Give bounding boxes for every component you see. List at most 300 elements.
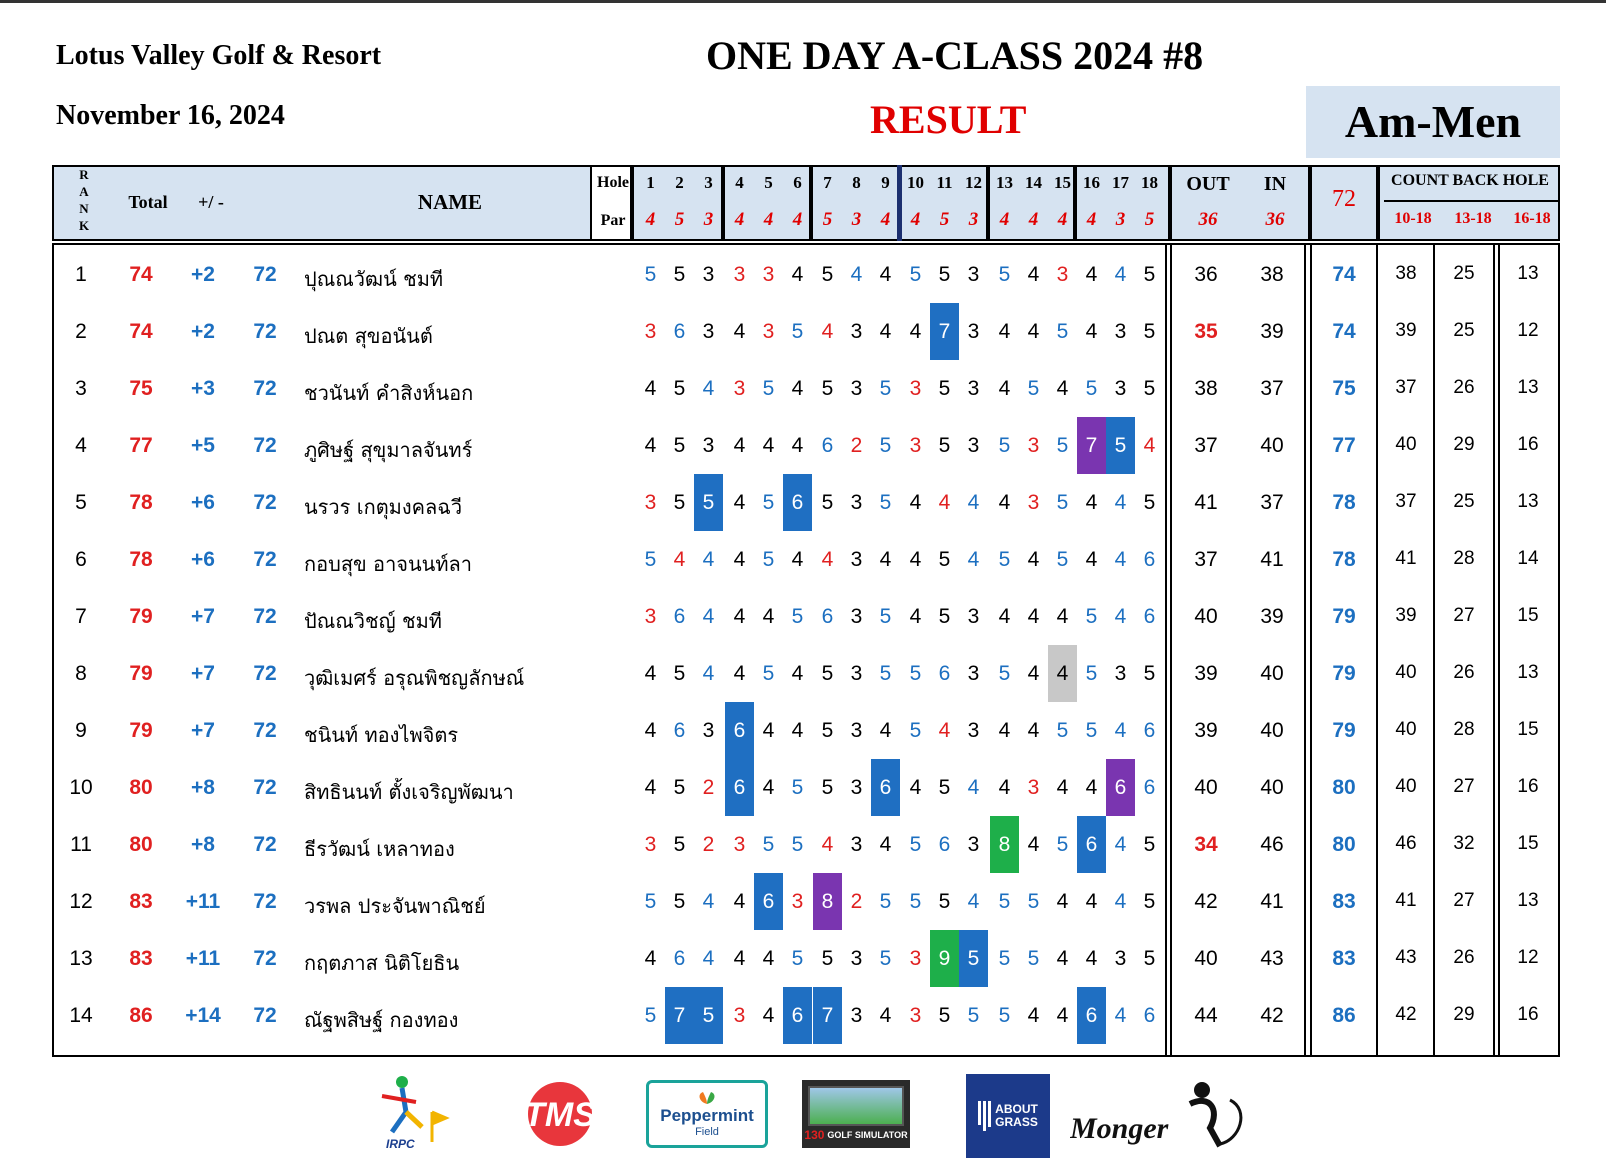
player-name: นรวร เกตุมงคลฉวี	[304, 495, 463, 519]
hole-number: 1	[646, 173, 655, 192]
hole-score: 3	[762, 263, 775, 286]
in-cell: 40	[1260, 662, 1284, 685]
hole-score: 6	[1077, 816, 1106, 873]
column-divider	[1304, 243, 1306, 1057]
monger-logo	[1070, 1080, 1250, 1152]
diff-cell: +2	[191, 320, 215, 343]
hole-score: 3	[702, 263, 715, 286]
hole-number: 8	[852, 173, 861, 192]
diff-cell: +14	[185, 1004, 221, 1027]
hole-score: 4	[1143, 434, 1156, 457]
hole-score: 5	[1027, 947, 1040, 970]
hole-score: 5	[673, 890, 686, 913]
hole-score: 5	[998, 890, 1011, 913]
par-label: Par	[600, 212, 626, 229]
hole-score: 3	[702, 719, 715, 742]
hole-score: 4	[1085, 776, 1098, 799]
hole-par: 4	[645, 209, 656, 230]
hole-number: 15	[1054, 173, 1071, 192]
hole-score: 4	[998, 719, 1011, 742]
hole-score: 6	[673, 605, 686, 628]
hole-score: 5	[879, 434, 892, 457]
out-cell: 36	[1194, 263, 1218, 286]
hole-group-divider	[986, 165, 990, 241]
hole-score: 4	[644, 776, 657, 799]
hole-score: 5	[967, 1004, 980, 1027]
hole-par: 4	[999, 209, 1010, 230]
player-name: ปุณณวัฒน์ ชมที	[304, 267, 444, 291]
hole-score: 5	[1143, 320, 1156, 343]
hole-par: 4	[734, 209, 745, 230]
hole-score: 5	[673, 491, 686, 514]
out-cell: 40	[1194, 776, 1218, 799]
hole-score: 5	[1027, 890, 1040, 913]
diff-cell: +11	[185, 890, 221, 913]
out-cell: 38	[1194, 377, 1218, 400]
hole-score: 4	[879, 263, 892, 286]
hole-score: 4	[998, 320, 1011, 343]
grass-bars-icon	[978, 1101, 991, 1131]
hole-score: 7	[930, 303, 959, 360]
par-cell: 72	[253, 719, 277, 742]
hole-score: 6	[938, 662, 951, 685]
hole-score: 3	[967, 605, 980, 628]
countback-cell: 26	[1453, 662, 1475, 683]
in-header: IN	[1263, 173, 1287, 195]
hole-score: 4	[1114, 491, 1127, 514]
hole-score: 4	[791, 263, 804, 286]
in-cell: 39	[1260, 605, 1284, 628]
diff-cell: +2	[191, 263, 215, 286]
hole-score: 5	[1056, 434, 1069, 457]
gross-cell: 78	[1332, 491, 1356, 514]
total-cell: 78	[129, 548, 153, 571]
golf-simulator-logo	[802, 1080, 910, 1148]
hole-score: 6	[673, 947, 686, 970]
hole-score: 5	[791, 776, 804, 799]
hole-score: 4	[1114, 263, 1127, 286]
tms-logo	[512, 1078, 608, 1150]
hole-score: 4	[821, 548, 834, 571]
par-cell: 72	[253, 377, 277, 400]
hole-score: 4	[1085, 890, 1098, 913]
in-cell: 37	[1260, 491, 1284, 514]
gross-cell: 79	[1332, 719, 1356, 742]
rank-cell: 7	[75, 605, 87, 628]
hole-par: 4	[792, 209, 803, 230]
countback-cell: 13	[1517, 263, 1539, 284]
countback-cell: 12	[1517, 320, 1539, 341]
rank-letter: K	[78, 218, 90, 233]
diff-cell: +11	[185, 947, 221, 970]
hole-score: 4	[909, 548, 922, 571]
hole-number: 6	[793, 173, 802, 192]
hole-score: 9	[930, 930, 959, 987]
hole-score: 4	[791, 434, 804, 457]
total-cell: 74	[129, 320, 153, 343]
hole-score: 5	[998, 548, 1011, 571]
hole-score: 5	[1056, 320, 1069, 343]
hole-score: 3	[1114, 377, 1127, 400]
hole-score: 3	[967, 434, 980, 457]
hole-score: 4	[1056, 605, 1069, 628]
countback-cell: 46	[1395, 833, 1417, 854]
hole-score: 5	[1085, 605, 1098, 628]
hole-score: 3	[909, 1004, 922, 1027]
hole-number: 4	[735, 173, 744, 192]
out-cell: 39	[1194, 719, 1218, 742]
hole-score: 5	[938, 377, 951, 400]
hole-score: 3	[1027, 776, 1040, 799]
countback-cell: 26	[1453, 377, 1475, 398]
rank-cell: 10	[69, 776, 93, 799]
hole-score: 4	[879, 320, 892, 343]
player-name: วรพล ประจันพาณิชย์	[304, 894, 486, 918]
hole-score: 6	[783, 987, 812, 1044]
in-cell: 41	[1260, 548, 1284, 571]
hole-group-divider	[809, 165, 813, 241]
column-divider	[1433, 243, 1435, 1057]
hole-score: 4	[1056, 890, 1069, 913]
hole-score: 4	[1085, 320, 1098, 343]
simulator-screen	[808, 1086, 904, 1126]
diff-cell: +7	[191, 605, 215, 628]
in-cell: 46	[1260, 833, 1284, 856]
hole-score: 4	[762, 605, 775, 628]
hole-score: 5	[879, 947, 892, 970]
countback-cell: 14	[1517, 548, 1539, 569]
hole-score: 4	[733, 548, 746, 571]
hole-score: 6	[1143, 719, 1156, 742]
par-cell: 72	[253, 320, 277, 343]
countback-cell: 13	[1517, 377, 1539, 398]
total-cell: 79	[129, 662, 153, 685]
hole-score: 4	[1048, 645, 1077, 702]
countback-cell: 25	[1453, 320, 1475, 341]
hole-number: 5	[764, 173, 773, 192]
rank-cell: 2	[75, 320, 87, 343]
in-cell: 38	[1260, 263, 1284, 286]
par-cell: 72	[253, 1004, 277, 1027]
gross-cell: 77	[1332, 434, 1356, 457]
hole-score: 4	[644, 662, 657, 685]
hole-score: 5	[1143, 947, 1156, 970]
hole-score: 5	[821, 491, 834, 514]
hole-score: 4	[1027, 263, 1040, 286]
countback-cell: 16	[1517, 1004, 1539, 1025]
hole-score: 6	[871, 759, 900, 816]
gross-cell: 74	[1332, 263, 1356, 286]
hole-score: 4	[1056, 377, 1069, 400]
hole-score: 4	[702, 605, 715, 628]
hole-score: 4	[850, 263, 863, 286]
diff-cell: +5	[191, 434, 215, 457]
hole-score: 3	[644, 605, 657, 628]
total-cell: 86	[129, 1004, 153, 1027]
hole-score: 7	[1077, 417, 1106, 474]
hole-score: 4	[821, 320, 834, 343]
hole-score: 4	[1027, 1004, 1040, 1027]
hole-score: 3	[733, 377, 746, 400]
hole-score: 4	[733, 434, 746, 457]
hole-score: 5	[1056, 833, 1069, 856]
hole-score: 5	[821, 662, 834, 685]
countback-cell: 27	[1453, 776, 1475, 797]
column-divider	[1165, 243, 1167, 1057]
name-header: NAME	[417, 190, 483, 214]
hole-score: 5	[879, 377, 892, 400]
countback-cell: 41	[1395, 548, 1417, 569]
hole-score: 5	[821, 263, 834, 286]
hole-score: 5	[1143, 890, 1156, 913]
hole-score: 4	[733, 491, 746, 514]
leaf-icon	[695, 1090, 719, 1106]
hole-par: 3	[1115, 209, 1126, 230]
hole-score: 5	[1056, 491, 1069, 514]
hole-score: 5	[879, 662, 892, 685]
hole-score: 6	[673, 719, 686, 742]
hole-score: 5	[1143, 491, 1156, 514]
monger-text: Monger	[1070, 1112, 1169, 1145]
hole-group-divider	[721, 165, 725, 241]
par-cell: 72	[253, 776, 277, 799]
countback-cell: 13	[1517, 890, 1539, 911]
about-grass-logo	[966, 1074, 1050, 1158]
hole-score: 2	[702, 776, 715, 799]
event-date: November 16, 2024	[56, 100, 285, 131]
hole-score: 5	[879, 890, 892, 913]
hole-score: 4	[1027, 833, 1040, 856]
hole-score: 5	[644, 263, 657, 286]
hole-score: 5	[1106, 417, 1135, 474]
hole-score: 7	[665, 987, 694, 1044]
total-cell: 74	[129, 263, 153, 286]
hole-score: 3	[909, 947, 922, 970]
hole-par: 3	[968, 209, 979, 230]
hole-score: 4	[998, 605, 1011, 628]
column-divider	[1170, 243, 1172, 1057]
rank-letter: A	[79, 184, 89, 199]
hole-score: 6	[821, 434, 834, 457]
hole-score: 3	[733, 263, 746, 286]
hole-score: 4	[702, 377, 715, 400]
hole-number: 16	[1083, 173, 1100, 192]
hole-par: 5	[939, 209, 950, 230]
hole-score: 5	[938, 263, 951, 286]
hole-score: 5	[998, 1004, 1011, 1027]
hole-score: 4	[673, 548, 686, 571]
hole-score: 5	[1056, 548, 1069, 571]
hole-number: 2	[675, 173, 684, 192]
hole-score: 5	[821, 947, 834, 970]
hole-score: 5	[791, 605, 804, 628]
diff-cell: +6	[191, 548, 215, 571]
hole-score: 5	[694, 987, 723, 1044]
hole-score: 3	[850, 662, 863, 685]
hole-score: 4	[733, 662, 746, 685]
hole-score: 5	[998, 947, 1011, 970]
countback-cell: 40	[1395, 434, 1417, 455]
player-name: กฤตภาส นิติโยธิน	[304, 951, 460, 975]
hole-score: 4	[1085, 491, 1098, 514]
diff-cell: +7	[191, 662, 215, 685]
hole-score: 4	[791, 548, 804, 571]
hole-score: 4	[1056, 947, 1069, 970]
hole-score: 4	[998, 491, 1011, 514]
hole-score: 3	[644, 833, 657, 856]
gross-cell: 86	[1332, 1004, 1356, 1027]
hole-score: 4	[1114, 719, 1127, 742]
par-cell: 72	[253, 491, 277, 514]
hole-score: 4	[644, 377, 657, 400]
countback-cell: 12	[1517, 947, 1539, 968]
hole-score: 3	[850, 491, 863, 514]
hole-score: 6	[1143, 776, 1156, 799]
in-cell: 39	[1260, 320, 1284, 343]
countback-cell: 25	[1453, 263, 1475, 284]
countback-cell: 25	[1453, 491, 1475, 512]
hole-score: 4	[702, 548, 715, 571]
countback-cell: 43	[1395, 947, 1417, 968]
hole-score: 6	[1143, 605, 1156, 628]
countback-cell: 41	[1395, 890, 1417, 911]
hole-score: 5	[821, 377, 834, 400]
hole-score: 4	[998, 776, 1011, 799]
hole-score: 4	[909, 605, 922, 628]
hole-score: 3	[1027, 491, 1040, 514]
hole-score: 4	[1027, 662, 1040, 685]
hole-score: 5	[998, 434, 1011, 457]
out-cell: 40	[1194, 605, 1218, 628]
countback-cell: 28	[1453, 548, 1475, 569]
peppermint-logo	[646, 1080, 768, 1148]
about-grass-line2: GRASS	[995, 1115, 1038, 1129]
hole-score: 3	[967, 662, 980, 685]
hole-score: 3	[762, 320, 775, 343]
hole-score: 8	[990, 816, 1019, 873]
countback-cell: 29	[1453, 1004, 1475, 1025]
hole-group-divider	[1073, 165, 1077, 241]
hole-score: 3	[1114, 947, 1127, 970]
hole-score: 2	[850, 890, 863, 913]
hole-score: 6	[783, 474, 812, 531]
countback-col-2: 13-18	[1454, 210, 1492, 227]
rank-cell: 5	[75, 491, 87, 514]
in-cell: 37	[1260, 377, 1284, 400]
hole-score: 6	[673, 320, 686, 343]
hole-score: 5	[998, 662, 1011, 685]
peppermint-text: Peppermint	[660, 1106, 754, 1125]
hole-score: 3	[850, 548, 863, 571]
hole-score: 3	[644, 491, 657, 514]
hole-score: 3	[850, 947, 863, 970]
hole-score: 4	[938, 719, 951, 742]
hole-score: 3	[850, 605, 863, 628]
player-name: ชวนันท์ คำสิงห์นอก	[304, 381, 474, 405]
gross-cell: 75	[1332, 377, 1356, 400]
hole-score: 5	[673, 833, 686, 856]
hole-score: 5	[1143, 263, 1156, 286]
hole-score: 3	[702, 320, 715, 343]
hole-score: 5	[762, 491, 775, 514]
hole-score: 4	[791, 377, 804, 400]
player-name: ปัณณวิชญ์ ชมที	[304, 609, 442, 633]
tms-text: TMS	[524, 1096, 596, 1134]
out-par: 36	[1198, 209, 1218, 230]
player-name: ปณต สุขอนันต์	[304, 324, 433, 348]
rank-cell: 13	[69, 947, 93, 970]
simulator-number: 130	[804, 1128, 825, 1142]
hole-score: 5	[762, 548, 775, 571]
rank-cell: 3	[75, 377, 87, 400]
rank-cell: 12	[69, 890, 93, 913]
rank-letter: N	[79, 201, 89, 216]
hole-score: 4	[1114, 833, 1127, 856]
hole-score: 3	[850, 1004, 863, 1027]
hole-score: 4	[879, 719, 892, 742]
hole-score: 5	[673, 263, 686, 286]
peppermint-sub: Field	[695, 1126, 719, 1138]
hole-score: 4	[1114, 548, 1127, 571]
countback-cell: 42	[1395, 1004, 1417, 1025]
hole-number: 14	[1025, 173, 1042, 192]
hole-score: 5	[909, 263, 922, 286]
hole-score: 4	[1027, 605, 1040, 628]
hole-score: 4	[733, 890, 746, 913]
out-cell: 37	[1194, 434, 1218, 457]
out-cell: 34	[1194, 833, 1218, 856]
hole-score: 5	[909, 890, 922, 913]
par-cell: 72	[253, 605, 277, 628]
hole-par: 3	[851, 209, 862, 230]
hole-score: 4	[909, 320, 922, 343]
hole-score: 4	[762, 719, 775, 742]
hole-score: 4	[1056, 776, 1069, 799]
hole-number: 9	[881, 173, 890, 192]
hole-score: 4	[909, 776, 922, 799]
hole-par: 4	[1028, 209, 1039, 230]
hole-score: 3	[791, 890, 804, 913]
diff-cell: +6	[191, 491, 215, 514]
total-cell: 79	[129, 605, 153, 628]
hole-score: 5	[762, 833, 775, 856]
player-name: วุฒิเมศร์ อรุณพิชญลักษณ์	[304, 666, 525, 690]
hole-score: 4	[1085, 263, 1098, 286]
countback-cell: 37	[1395, 377, 1417, 398]
diff-cell: +7	[191, 719, 215, 742]
countback-cell: 40	[1395, 719, 1417, 740]
countback-cell: 15	[1517, 833, 1539, 854]
rank-cell: 14	[69, 1004, 93, 1027]
hole-score: 4	[1027, 320, 1040, 343]
irpc-text: IRPC	[386, 1137, 415, 1151]
hole-score: 3	[909, 377, 922, 400]
out-cell: 44	[1194, 1004, 1218, 1027]
rank-cell: 1	[75, 263, 87, 286]
par-cell: 72	[253, 263, 277, 286]
out-cell: 41	[1194, 491, 1218, 514]
hole-score: 3	[1114, 320, 1127, 343]
hole-score: 4	[1114, 1004, 1127, 1027]
in-cell: 40	[1260, 776, 1284, 799]
gross-cell: 78	[1332, 548, 1356, 571]
column-divider	[1493, 243, 1495, 1057]
plus-minus-header: +/ -	[198, 192, 224, 212]
gross-cell: 83	[1332, 890, 1356, 913]
countback-col-1: 10-18	[1394, 210, 1432, 227]
in-cell: 40	[1260, 719, 1284, 742]
hole-par: 4	[1057, 209, 1068, 230]
